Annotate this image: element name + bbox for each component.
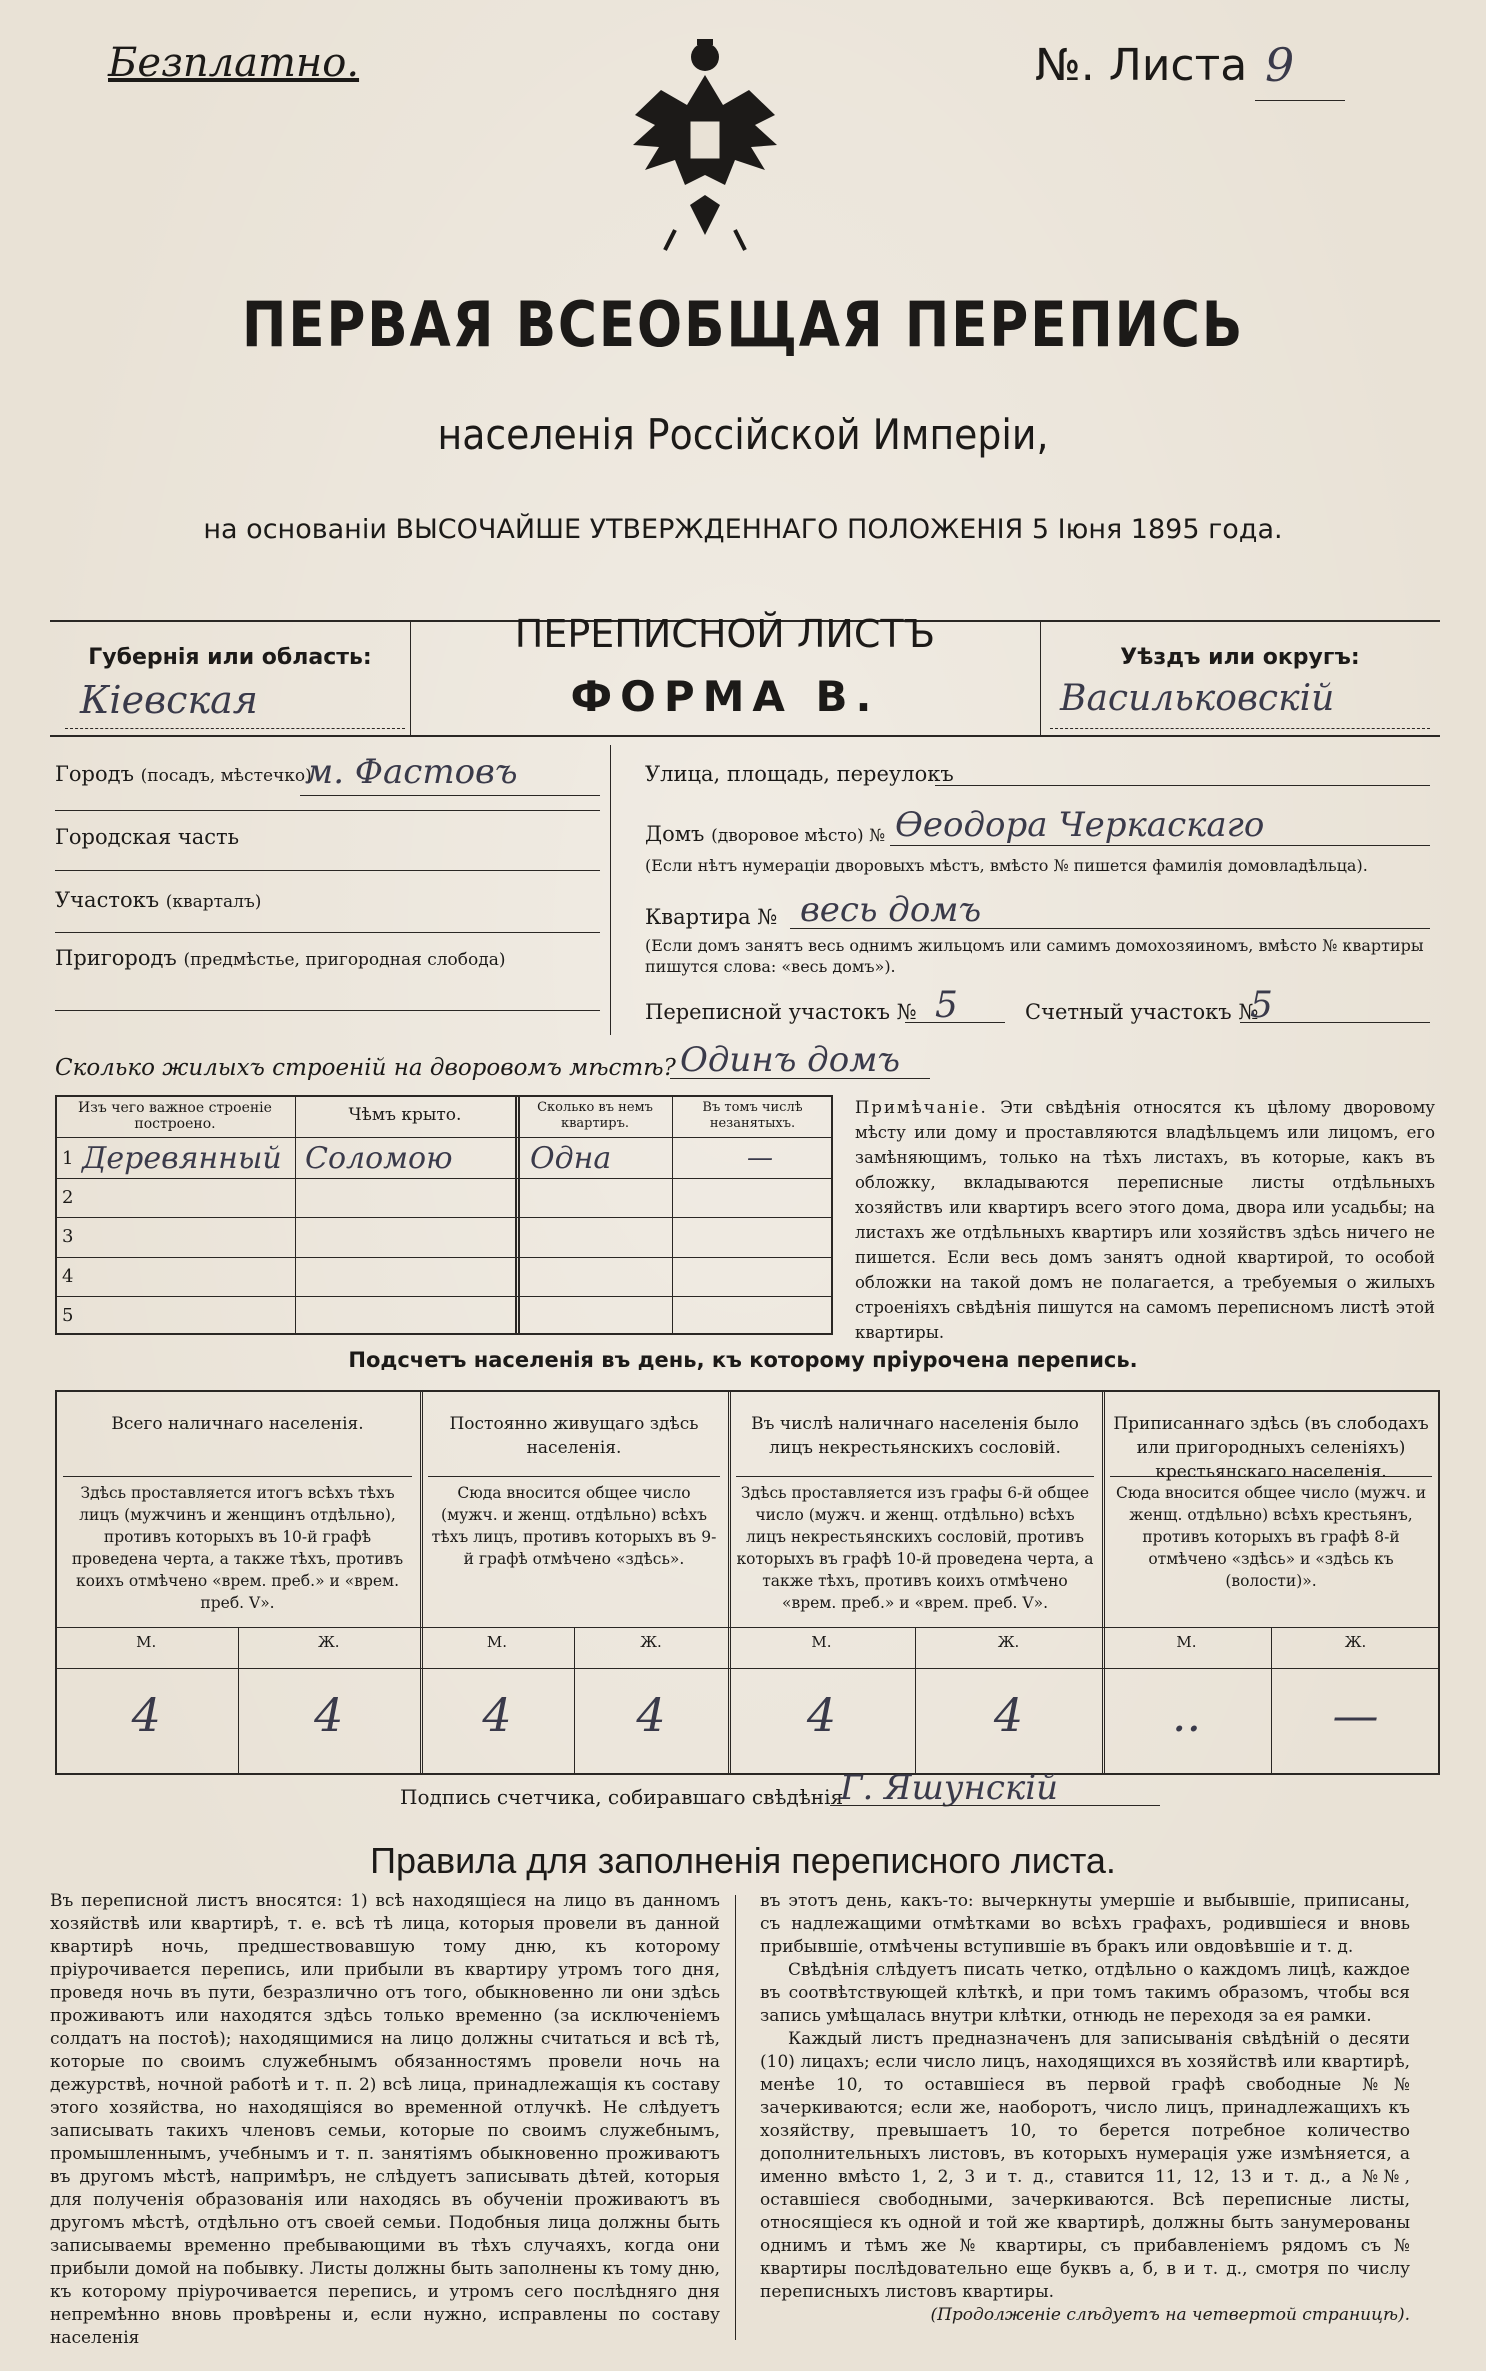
signature-label: Подпись счетчика, собиравшаго свѣдѣнія bbox=[400, 1785, 844, 1809]
population-male-label: М. bbox=[486, 1633, 508, 1651]
population-male-value: .. bbox=[1171, 1688, 1202, 1742]
population-female-label: Ж. bbox=[317, 1633, 340, 1651]
buildings-row-vacant: — bbox=[747, 1143, 773, 1173]
population-header-rule bbox=[428, 1476, 720, 1477]
flat-note: (Если домъ занятъ весь однимъ жильцомъ или самимъ домохозяиномъ, вмѣсто № квартиры пишутся слова: «весь домъ»). bbox=[645, 936, 1424, 976]
district-label: Уѣздъ или округъ: bbox=[1120, 645, 1360, 670]
census-basis: на основаніи ВЫСОЧАЙШЕ УТВЕРЖДЕННАГО ПОЛОЖЕНІЯ 5 Іюня 1895 года. bbox=[203, 514, 1283, 545]
population-col-description: Здѣсь проставляется изъ графы 6-й общее число (мужч. и женщ. отдѣльно) всѣхъ лицъ некрестьянскихъ сословій, противъ которыхъ въ графѣ 10-й проведена черта, а также тѣхъ, противъ коихъ отмѣчено «врем. преб.» и «врем. преб. V». bbox=[736, 1484, 1094, 1612]
buildings-row-flats: Одна bbox=[530, 1141, 612, 1176]
population-female-value: 4 bbox=[993, 1688, 1024, 1742]
flat-label: Квартира № bbox=[645, 905, 778, 929]
count-area-label: Счетный участокъ № bbox=[1025, 1000, 1259, 1024]
population-male-label: М. bbox=[1176, 1633, 1197, 1651]
population-female-label: Ж. bbox=[1344, 1633, 1367, 1651]
census-title: ПЕРВАЯ ВСЕОБЩАЯ ПЕРЕПИСЬ bbox=[241, 288, 1245, 361]
population-male-value: 4 bbox=[482, 1688, 512, 1742]
population-male-label: М. bbox=[811, 1633, 832, 1651]
rules-left: Въ переписной листъ вносятся: 1) всѣ находящіеся на лицо въ данномъ хозяйствѣ или квартирѣ, т. е. всѣ тѣ лица, которыя провели въ данной квартирѣ ночь, предшествовавшую тому дню, къ которому пріурочивается перепись, или прибыли въ квартиру утромъ того дня, проведя ночь въ пути, безразлично отъ того, обыкновенно ли они здѣсь проживаютъ или находятся здѣсь только временно (за исключеніемъ солдатъ на постоѣ); находящимися на лицо должны считаться и всѣ тѣ, которые по своимъ служебнымъ обязанностямъ провели ночь на дежурствѣ, ночной работѣ и т. п. 2) всѣ лица, принадлежащія къ составу этого хозяйства, но находящіяся во временной отлучкѣ. Не слѣдуетъ записывать такихъ членовъ семьи, которые по своимъ служебнымъ, промышленнымъ, учебнымъ и т. п. занятіямъ обыкновенно проживаютъ въ другомъ мѣстѣ, напримѣръ, не слѣдуетъ записывать дѣтей, которыя для полученія образованія или находясь въ обученіи проживаютъ въ другомъ мѣстѣ, отдѣльно отъ своей семьи. Подобныя лица должны быть записываемы временно пребывающими въ тѣхъ случаяхъ, когда они прибыли домой на побывку. Листы должны быть заполнены къ тому дню, къ которому пріурочивается перепись, и утромъ сего послѣдняго дня непремѣнно вновь провѣрены и, если нужно, исправлены по составу населенія bbox=[50, 1891, 720, 2348]
population-female-value: 4 bbox=[314, 1688, 344, 1742]
buildings-note bbox=[855, 1095, 1435, 1345]
buildings-col1-header: Изъ чего важное строеніе построено. bbox=[78, 1100, 272, 1132]
city-part-label: Городская часть bbox=[55, 825, 240, 849]
buildings-row-divider bbox=[55, 1296, 833, 1297]
population-female-value: 4 bbox=[636, 1688, 666, 1742]
population-col-header: Всего наличнаго населенія. bbox=[111, 1414, 364, 1434]
buildings-col4-header: Въ томъ числѣ незанятыхъ. bbox=[702, 1100, 803, 1131]
population-female-label: Ж. bbox=[640, 1633, 662, 1651]
population-header-rule bbox=[63, 1476, 412, 1477]
imperial-eagle-emblem bbox=[625, 35, 785, 265]
free-label: Безплатно. bbox=[108, 40, 360, 86]
city-sub: (посадъ, мѣстечко) bbox=[140, 766, 312, 786]
form-title-line2: ФОРМА В. bbox=[570, 672, 880, 721]
city-label: Городъ bbox=[55, 762, 134, 786]
population-col-description: Здѣсь проставляется итогъ всѣхъ тѣхъ лицъ (мужчинъ и женщинъ отдѣльно), противъ которыхъ въ 10-й графѣ проведена черта, а также тѣхъ, противъ коихъ отмѣчено «врем. преб.» и «врем. преб. V». bbox=[71, 1484, 404, 1612]
buildings-row-n: 4 bbox=[62, 1265, 74, 1287]
signature-value: Г. Яшунскій bbox=[840, 1768, 1059, 1808]
buildings-note-text: Эти свѣдѣнія относятся къ цѣлому дворовому мѣсту или дому и проставляются владѣльцемъ или лицомъ, его замѣняющимъ, только на тѣхъ листахъ, въ которые, какъ въ обложку, вкладываются переписные листы отдѣльныхъ хозяйствъ или квартиръ всего этого дома, двора или усадьбы; на листахъ же отдѣльныхъ квартиръ или хозяйствъ здѣсь ничего не пишется. Если весь домъ занятъ одной квартирой, то особой обложки на такой домъ не полагается, а требуемыя о жилыхъ строеніяхъ свѣдѣнія пишутся на самомъ переписномъ листѣ этой квартиры. bbox=[855, 1098, 1435, 1342]
population-col-description: Сюда вносится общее число (мужч. и женщ. отдѣльно) всѣхъ тѣхъ лицъ, противъ которыхъ въ 9-й графѣ отмѣчено «здѣсь». bbox=[431, 1484, 717, 1568]
section-label: Участокъ bbox=[55, 888, 160, 912]
rules-right-p2: Свѣдѣнія слѣдуетъ писать четко, отдѣльно о каждомъ лицѣ, каждое въ соотвѣтствующей клѣткѣ, и при томъ такимъ образомъ, чтобы вся запись умѣщалась внутри клѣтки, отнюдь не переходя за ея рамки. bbox=[760, 1960, 1410, 2026]
buildings-row-n: 5 bbox=[62, 1304, 74, 1326]
rules-right bbox=[760, 1890, 1410, 2327]
population-header-rule bbox=[1110, 1476, 1432, 1477]
buildings-col2-header: Чѣмъ крыто. bbox=[348, 1105, 462, 1125]
population-male-value: 4 bbox=[806, 1688, 837, 1742]
suburb-sub: (предмѣстье, пригородная слобода) bbox=[183, 950, 506, 970]
sheet-number-value: 9 bbox=[1265, 38, 1295, 92]
buildings-row-divider bbox=[55, 1257, 833, 1258]
buildings-row-n: 3 bbox=[62, 1226, 74, 1248]
buildings-row-material: Деревянный bbox=[82, 1141, 282, 1176]
rules-right-p3: Каждый листъ предназначенъ для записыванія свѣдѣній о десяти (10) лицахъ; если число лицъ, находящихся въ хозяйствѣ или квартирѣ, менѣе 10, то оставшіеся въ первой графѣ свободные №№ зачеркиваются; если же, наоборотъ, число лицъ, принадлежащихъ къ хозяйству, превышаетъ 10, то берется потребное количество дополнительныхъ листовъ, въ которыхъ нумерація уже измѣняется, а именно вмѣсто 1, 2, 3 и т. д., ставится 11, 12, 13 и т. д., а №№, оставшіеся свободными, зачеркиваются. Всѣ переписные листы, относящіеся къ одной и той же квартирѣ, должны быть занумерованы однимъ и тѣмъ же № квартиры, съ прибавленіемъ рядомъ съ № квартиры послѣдовательно еще буквъ а, б, в и т. д., смотря по числу переписныхъ листовъ квартиры. bbox=[760, 2029, 1410, 2302]
population-header-rule bbox=[736, 1476, 1094, 1477]
district-value: Васильковскій bbox=[1060, 678, 1335, 719]
count-area-value: 5 bbox=[1250, 985, 1273, 1026]
house-value: Ѳеодора Черкаскаго bbox=[895, 805, 1265, 845]
house-label: Домъ bbox=[645, 822, 705, 846]
buildings-question: Сколько жилыхъ строеній на дворовомъ мѣстѣ? bbox=[55, 1055, 676, 1081]
house-sub: (дворовое мѣсто) № bbox=[711, 826, 886, 846]
population-female-label: Ж. bbox=[997, 1633, 1020, 1651]
buildings-row-roof: Соломою bbox=[305, 1141, 453, 1176]
buildings-row-divider bbox=[55, 1217, 833, 1218]
section-sub: (кварталъ) bbox=[165, 892, 262, 912]
rules-title: Правила для заполненія переписного листа. bbox=[370, 1840, 1116, 1881]
census-area-value: 5 bbox=[935, 985, 958, 1026]
form-title-line1: ПЕРЕПИСНОЙ ЛИСТЪ bbox=[514, 612, 936, 656]
buildings-col3-header: Сколько въ немъ квартиръ. bbox=[537, 1100, 653, 1131]
flat-value: весь домъ bbox=[800, 890, 982, 930]
population-col-description: Сюда вносится общее число (мужч. и женщ. отдѣльно) всѣхъ крестьянъ, противъ которыхъ въ графѣ 8-й отмѣчено «здѣсь» и «здѣсь къ (волости)». bbox=[1115, 1484, 1427, 1590]
census-area-label: Переписной участокъ № bbox=[645, 1000, 917, 1024]
population-col-header: Въ числѣ наличнаго населенія было лицъ некрестьянскихъ сословій. bbox=[751, 1414, 1079, 1458]
buildings-row-n: 2 bbox=[62, 1187, 74, 1209]
census-subtitle: населенія Россійской Имперіи, bbox=[437, 410, 1049, 459]
house-note: (Если нѣтъ нумераціи дворовыхъ мѣстъ, вмѣсто № пишется фамилія домовладѣльца). bbox=[645, 856, 1368, 875]
population-col-header: Приписаннаго здѣсь (въ слободахъ или пригородныхъ селеніяхъ) крестьянскаго населенія. bbox=[1113, 1414, 1429, 1482]
buildings-note-head: Примѣчаніе. bbox=[855, 1098, 988, 1117]
population-title: Подсчетъ населенія въ день, къ которому пріурочена перепись. bbox=[348, 1348, 1138, 1372]
buildings-row-divider bbox=[55, 1178, 833, 1179]
population-male-label: М. bbox=[136, 1633, 157, 1651]
province-label: Губернія или область: bbox=[88, 645, 372, 670]
street-label: Улица, площадь, переулокъ bbox=[645, 762, 954, 786]
rules-continued: (Продолженіе слѣдуетъ на четвертой страницѣ). bbox=[930, 2305, 1410, 2325]
buildings-answer: Одинъ домъ bbox=[680, 1040, 901, 1080]
population-male-value: 4 bbox=[131, 1688, 161, 1742]
rules-right-p1: въ этотъ день, какъ-то: вычеркнуты умершіе и выбывшіе, приписаны, съ надлежащими отмѣтками во всѣхъ графахъ, родившіеся и вновь прибывшіе, отмѣчены вступившіе въ бракъ или овдовѣвшіе и т. д. bbox=[760, 1891, 1410, 1957]
population-female-value: — bbox=[1332, 1688, 1379, 1742]
province-value: Кіевская bbox=[80, 678, 258, 722]
city-value: м. Фастовъ bbox=[305, 752, 518, 792]
sheet-number-label: №. Листа bbox=[1035, 40, 1248, 91]
population-col-header: Постоянно живущаго здѣсь населенія. bbox=[449, 1414, 699, 1458]
buildings-row-n: 1 bbox=[62, 1148, 74, 1169]
suburb-label: Пригородъ bbox=[55, 946, 177, 970]
